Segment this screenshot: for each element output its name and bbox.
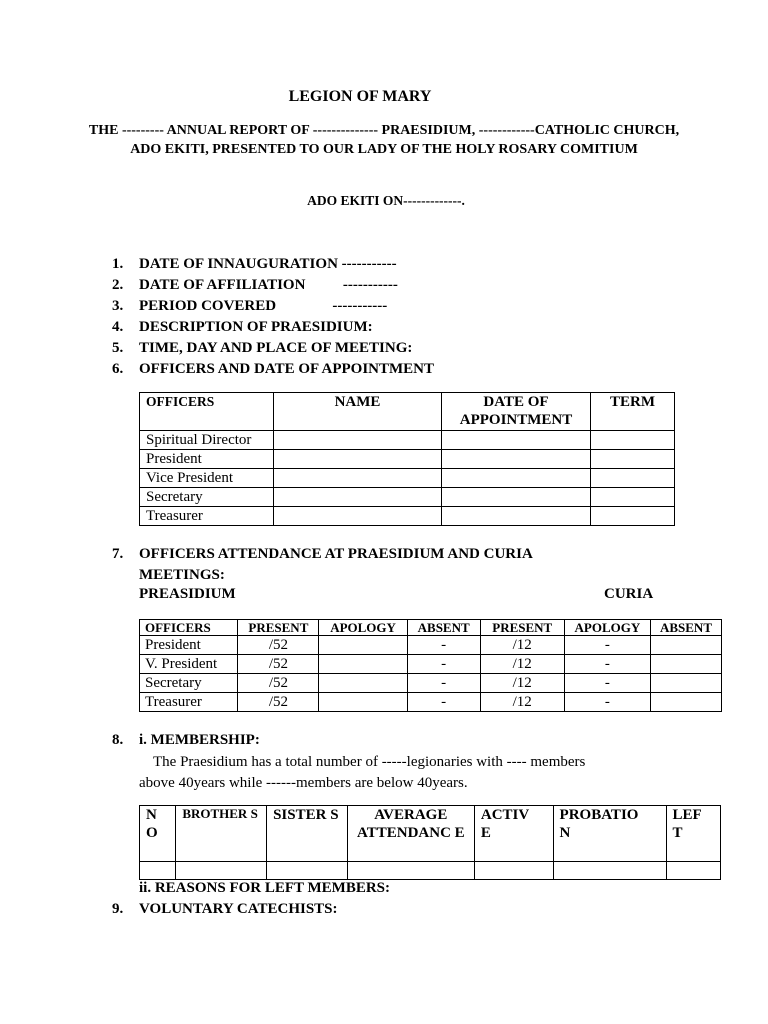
cell: /12 (480, 693, 564, 712)
cell-term[interactable] (591, 488, 675, 507)
list-item: 1. DATE OF INNAUGURATION ----------- (112, 256, 397, 272)
cell: Secretary (140, 674, 238, 693)
table-header-row (140, 393, 675, 431)
col-header-date: DATE OF APPOINTMENT (442, 393, 591, 431)
table-row (140, 469, 675, 488)
cell-date[interactable] (442, 450, 591, 469)
cell[interactable] (140, 862, 176, 880)
table-row (140, 862, 721, 880)
cell[interactable] (319, 655, 407, 674)
list-item: 2. DATE OF AFFILIATION ----------- (112, 277, 398, 293)
col-header: OFFICERS (140, 620, 238, 636)
cell[interactable] (267, 862, 348, 880)
report-subtitle: THE --------- ANNUAL REPORT OF -------------- PRAESIDIUM, ------------CATHOLIC CHURCH, ADO EKITI, PRESENTED TO OUR LADY OF THE HOLY ROSARY COMITIUM (88, 123, 680, 157)
cell-date[interactable] (442, 488, 591, 507)
praesidium-label: PREASIDIUM (139, 586, 236, 602)
cell: Treasurer (140, 693, 238, 712)
cell-name[interactable] (274, 450, 442, 469)
cell-officer: Vice President (140, 469, 274, 488)
list-item: 3. PERIOD COVERED ----------- (112, 298, 388, 314)
cell: President (140, 636, 238, 655)
table-row (140, 636, 722, 655)
cell-name[interactable] (274, 507, 442, 526)
cell: /52 (238, 674, 319, 693)
section-8-heading: 8. i. MEMBERSHIP: (112, 732, 260, 748)
date-line: ADO EKITI ON-------------. (307, 193, 465, 208)
table-header-row (140, 806, 721, 862)
cell: /12 (480, 655, 564, 674)
cell-date[interactable] (442, 431, 591, 450)
cell-date[interactable] (442, 507, 591, 526)
cell-officer: Treasurer (140, 507, 274, 526)
cell-name[interactable] (274, 431, 442, 450)
cell: - (407, 674, 480, 693)
cell: - (564, 655, 650, 674)
cell-officer: Secretary (140, 488, 274, 507)
cell-date[interactable] (442, 469, 591, 488)
list-item: 5. TIME, DAY AND PLACE OF MEETING: (112, 340, 413, 356)
cell[interactable] (347, 862, 474, 880)
section-9-heading: 9. VOLUNTARY CATECHISTS: (112, 901, 338, 917)
section-7-heading: 7. OFFICERS ATTENDANCE AT PRAESIDIUM AND CURIA MEETINGS: (112, 546, 533, 583)
col-header: APOLOGY (319, 620, 407, 636)
cell: - (407, 655, 480, 674)
col-header-name: NAME (274, 393, 442, 431)
cell-term[interactable] (591, 431, 675, 450)
cell: /12 (480, 674, 564, 693)
list-item: 4. DESCRIPTION OF PRAESIDIUM: (112, 319, 373, 335)
cell-officer: President (140, 450, 274, 469)
cell[interactable] (319, 636, 407, 655)
section-8-ii-heading: ii. REASONS FOR LEFT MEMBERS: (139, 880, 391, 896)
cell-term[interactable] (591, 469, 675, 488)
table-row (140, 507, 675, 526)
table-row (140, 655, 722, 674)
membership-paragraph-line1: The Praesidium has a total number of -----legionaries with ---- members (153, 754, 586, 770)
table-row (140, 431, 675, 450)
cell[interactable] (553, 862, 666, 880)
cell: /52 (238, 636, 319, 655)
cell-name[interactable] (274, 488, 442, 507)
col-header: PRESENT (238, 620, 319, 636)
list-item: 6. OFFICERS AND DATE OF APPOINTMENT (112, 361, 435, 377)
cell[interactable] (319, 693, 407, 712)
curia-label: CURIA (604, 586, 654, 602)
cell: /12 (480, 636, 564, 655)
table-header-row (140, 620, 722, 636)
col-header: ACTIV E (474, 806, 553, 862)
membership-paragraph-line2: above 40years while ------members are below 40years. (139, 775, 468, 791)
col-header: ABSENT (650, 620, 721, 636)
col-header: PROBATIO N (553, 806, 666, 862)
cell[interactable] (650, 636, 721, 655)
cell[interactable] (650, 693, 721, 712)
col-header: LEF T (666, 806, 720, 862)
cell-term[interactable] (591, 507, 675, 526)
cell: - (564, 693, 650, 712)
table-row (140, 450, 675, 469)
cell-name[interactable] (274, 469, 442, 488)
col-header-term: TERM (591, 393, 675, 431)
col-header: BROTHER S (176, 806, 267, 862)
table-row (140, 693, 722, 712)
table-row (140, 488, 675, 507)
col-header: ABSENT (407, 620, 480, 636)
col-header: AVERAGE ATTENDANC E (347, 806, 474, 862)
cell[interactable] (650, 674, 721, 693)
page-title: LEGION OF MARY (288, 88, 432, 105)
cell[interactable] (176, 862, 267, 880)
cell: - (564, 636, 650, 655)
membership-table (139, 805, 721, 880)
cell-officer: Spiritual Director (140, 431, 274, 450)
col-header: PRESENT (480, 620, 564, 636)
officers-table (139, 392, 675, 526)
cell: - (407, 693, 480, 712)
cell: /52 (238, 655, 319, 674)
col-header: APOLOGY (564, 620, 650, 636)
cell: /52 (238, 693, 319, 712)
table-row (140, 674, 722, 693)
cell: - (407, 636, 480, 655)
cell-term[interactable] (591, 450, 675, 469)
attendance-table (139, 619, 722, 712)
col-header: N O (140, 806, 176, 862)
cell: - (564, 674, 650, 693)
cell[interactable] (474, 862, 553, 880)
cell: V. President (140, 655, 238, 674)
cell[interactable] (319, 674, 407, 693)
numbered-list (112, 254, 434, 380)
col-header-officers: OFFICERS (140, 393, 274, 431)
cell[interactable] (650, 655, 721, 674)
col-header: SISTER S (267, 806, 348, 862)
cell[interactable] (666, 862, 720, 880)
